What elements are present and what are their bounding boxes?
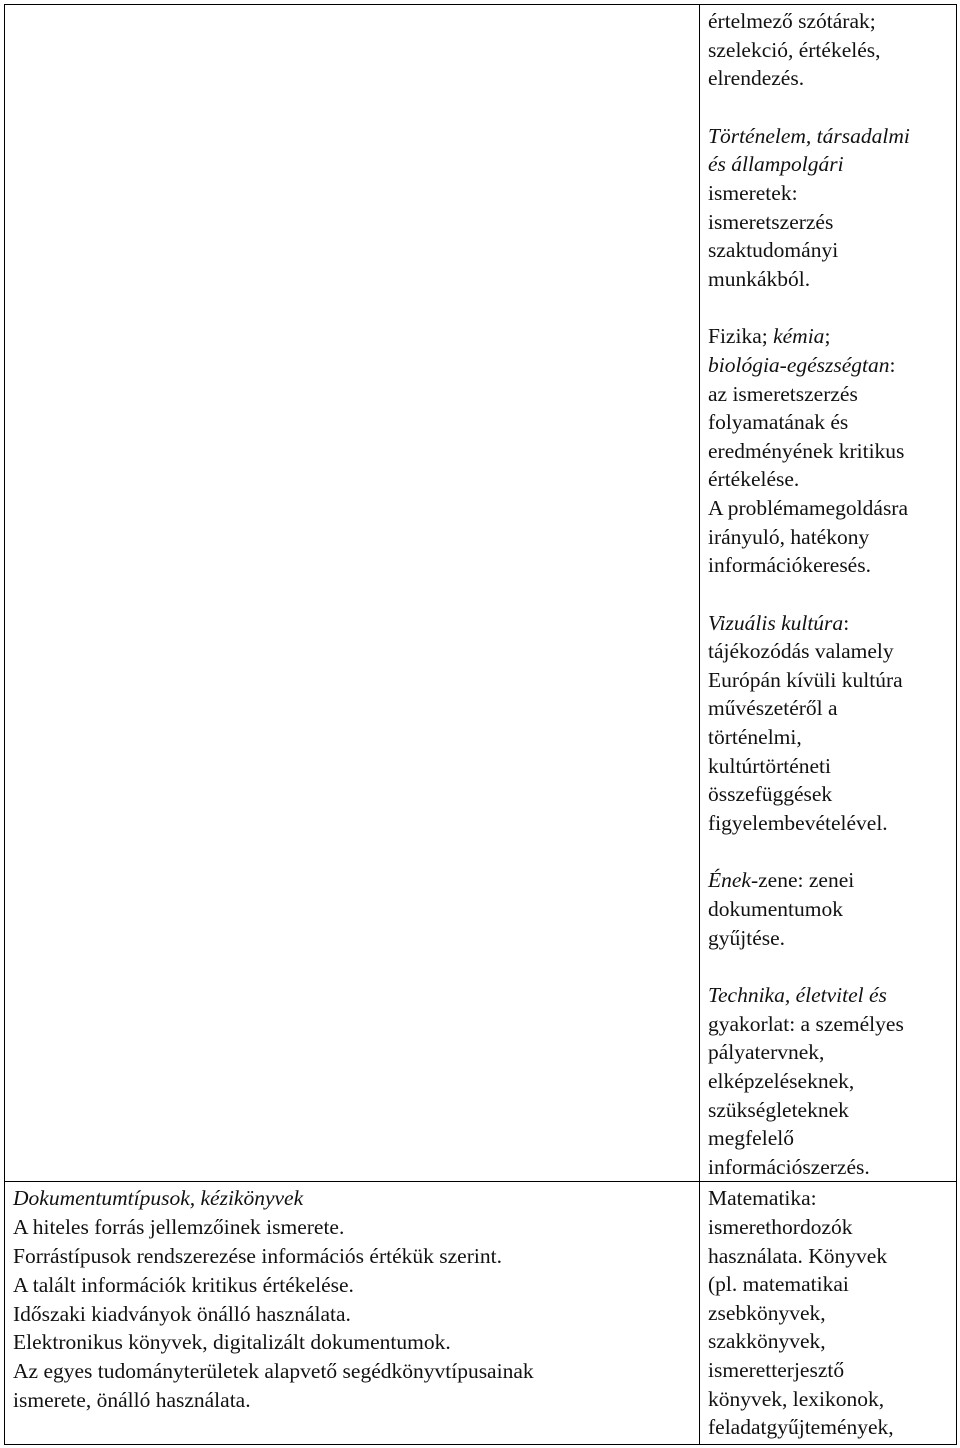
cross-curricular-links: [700, 5, 956, 1181]
text-segment: :: [843, 610, 850, 635]
text-line: [13, 1357, 691, 1386]
content-list: [5, 1182, 699, 1414]
text-line: [708, 609, 948, 638]
text-segment: zsebkönyvek,: [708, 1300, 826, 1325]
text-line: [708, 1270, 948, 1299]
text-segment: használata. Könyvek: [708, 1243, 888, 1268]
text-segment: elképzeléseknek,: [708, 1069, 855, 1093]
text-line: [708, 924, 948, 953]
table-row: [5, 1182, 957, 1445]
text-line: [708, 981, 948, 1010]
text-segment: információkeresés.: [708, 553, 871, 578]
text-segment: összefüggések: [708, 782, 833, 807]
right-cell: [700, 1182, 957, 1445]
text-segment: gyakorlat: a személyes: [708, 1011, 904, 1036]
paragraph: [708, 609, 948, 838]
italic-text: Ének-: [708, 868, 759, 893]
text-segment: munkákból.: [708, 266, 811, 291]
italic-text: Vizuális kultúra: [708, 610, 844, 635]
text-line: [708, 895, 948, 924]
text-line: [13, 1328, 691, 1357]
italic-text: Technika, életvitel és: [708, 983, 887, 1008]
italic-text: és állampolgári: [708, 152, 844, 177]
text-segment: pályatervnek,: [708, 1040, 825, 1065]
paragraph: [708, 866, 948, 952]
text-segment: A problémamegoldásra: [708, 495, 909, 520]
text-line: [708, 1327, 948, 1356]
text-line: [13, 1242, 691, 1271]
text-line: [13, 1213, 691, 1242]
text-line: [13, 1184, 691, 1213]
text-line: [708, 494, 948, 523]
text-line: [708, 179, 948, 208]
text-line: [708, 723, 948, 752]
text-line: [708, 1242, 948, 1271]
text-line: [708, 1124, 948, 1153]
text-line: [708, 809, 948, 838]
text-line: [708, 465, 948, 494]
left-cell: [5, 1182, 700, 1445]
text-segment: szükségleteknek: [708, 1097, 849, 1122]
text-line: [708, 1184, 948, 1213]
text-line: [708, 666, 948, 695]
text-segment: ismerete, önálló használata.: [13, 1387, 251, 1412]
text-line: [708, 752, 948, 781]
text-segment: Matematika:: [708, 1186, 817, 1211]
text-line: [708, 1299, 948, 1328]
italic-text: biológia-egészségtan: [708, 352, 890, 377]
text-segment: A hiteles forrás jellemzőinek ismerete.: [13, 1215, 345, 1240]
curriculum-table: [4, 4, 957, 1445]
text-segment: Európán kívüli kultúra: [708, 667, 903, 692]
right-cell: [700, 5, 957, 1182]
paragraph: [708, 1184, 948, 1441]
text-segment: zene: zenei: [758, 868, 855, 893]
text-line: [708, 551, 948, 580]
text-line: [708, 265, 948, 294]
text-line: [708, 1413, 948, 1442]
text-segment: történelmi,: [708, 725, 802, 750]
text-line: [708, 523, 948, 552]
paragraph: [708, 981, 948, 1181]
text-segment: szaktudományi: [708, 238, 839, 263]
text-line: [708, 380, 948, 409]
text-line: [13, 1300, 691, 1329]
text-line: [13, 1386, 691, 1415]
text-segment: irányuló, hatékony: [708, 524, 870, 549]
text-segment: eredményének kritikus: [708, 438, 905, 463]
text-segment: gyűjtése.: [708, 925, 786, 950]
text-line: [13, 1271, 691, 1300]
text-segment: ismeretszerzés: [708, 209, 834, 234]
paragraph: [708, 7, 948, 93]
text-line: [708, 1385, 948, 1414]
text-segment: dokumentumok: [708, 897, 843, 922]
text-line: [708, 408, 948, 437]
text-segment: Elektronikus könyvek, digitalizált dokumentumok.: [13, 1330, 451, 1355]
text-line: [708, 322, 948, 351]
text-segment: ismeretek:: [708, 180, 798, 205]
text-segment: szakkönyvek,: [708, 1329, 826, 1354]
text-line: [708, 694, 948, 723]
text-segment: ;: [824, 324, 831, 349]
text-line: [708, 1010, 948, 1039]
text-segment: Az egyes tudományterületek alapvető segédkönyvtípusainak: [13, 1359, 534, 1384]
text-line: [708, 780, 948, 809]
italic-text: kémia: [773, 324, 825, 349]
text-segment: kultúrtörténeti: [708, 753, 831, 778]
text-line: [708, 437, 948, 466]
text-line: [708, 1153, 948, 1182]
text-line: [708, 7, 948, 36]
left-cell-empty: [5, 5, 700, 1182]
text-segment: ismerethordozók: [708, 1214, 853, 1239]
text-segment: tájékozódás valamely: [708, 639, 894, 664]
paragraph: [708, 322, 948, 579]
text-segment: információszerzés.: [708, 1154, 870, 1179]
text-segment: ismeretterjesztő: [708, 1357, 845, 1382]
text-line: [708, 1356, 948, 1385]
text-line: [708, 1038, 948, 1067]
text-line: [708, 64, 948, 93]
text-segment: folyamatának és: [708, 410, 849, 435]
italic-text: Történelem, társadalmi: [708, 123, 910, 148]
text-line: [708, 1213, 948, 1242]
text-segment: értékelése.: [708, 467, 800, 492]
text-segment: figyelembevételével.: [708, 810, 888, 835]
text-line: [708, 1096, 948, 1125]
text-line: [708, 208, 948, 237]
text-line: [708, 122, 948, 151]
text-segment: értelmező szótárak;: [708, 9, 876, 33]
text-segment: elrendezés.: [708, 66, 805, 91]
text-segment: szelekció, értékelés,: [708, 37, 881, 62]
text-segment: Időszaki kiadványok önálló használata.: [13, 1301, 351, 1326]
cross-curricular-links: [700, 1182, 956, 1441]
text-line: [708, 36, 948, 65]
text-line: [708, 866, 948, 895]
italic-text: Dokumentumtípusok, kézikönyvek: [13, 1186, 304, 1211]
text-segment: megfelelő: [708, 1126, 794, 1151]
table-row: [5, 5, 957, 1182]
text-line: [708, 351, 948, 380]
text-segment: Forrástípusok rendszerezése információs értékük szerint.: [13, 1243, 502, 1268]
text-segment: :: [889, 352, 896, 377]
text-line: [708, 150, 948, 179]
text-segment: feladatgyűjtemények,: [708, 1415, 894, 1440]
text-line: [708, 1067, 948, 1096]
text-line: [708, 637, 948, 666]
text-segment: művészetéről a: [708, 696, 838, 721]
text-segment: Fizika;: [708, 324, 774, 349]
text-segment: az ismeretszerzés: [708, 381, 858, 406]
text-segment: könyvek, lexikonok,: [708, 1386, 885, 1411]
text-segment: (pl. matematikai: [708, 1272, 849, 1297]
paragraph: [708, 122, 948, 294]
text-segment: A talált információk kritikus értékelése.: [13, 1272, 354, 1297]
text-line: [708, 236, 948, 265]
